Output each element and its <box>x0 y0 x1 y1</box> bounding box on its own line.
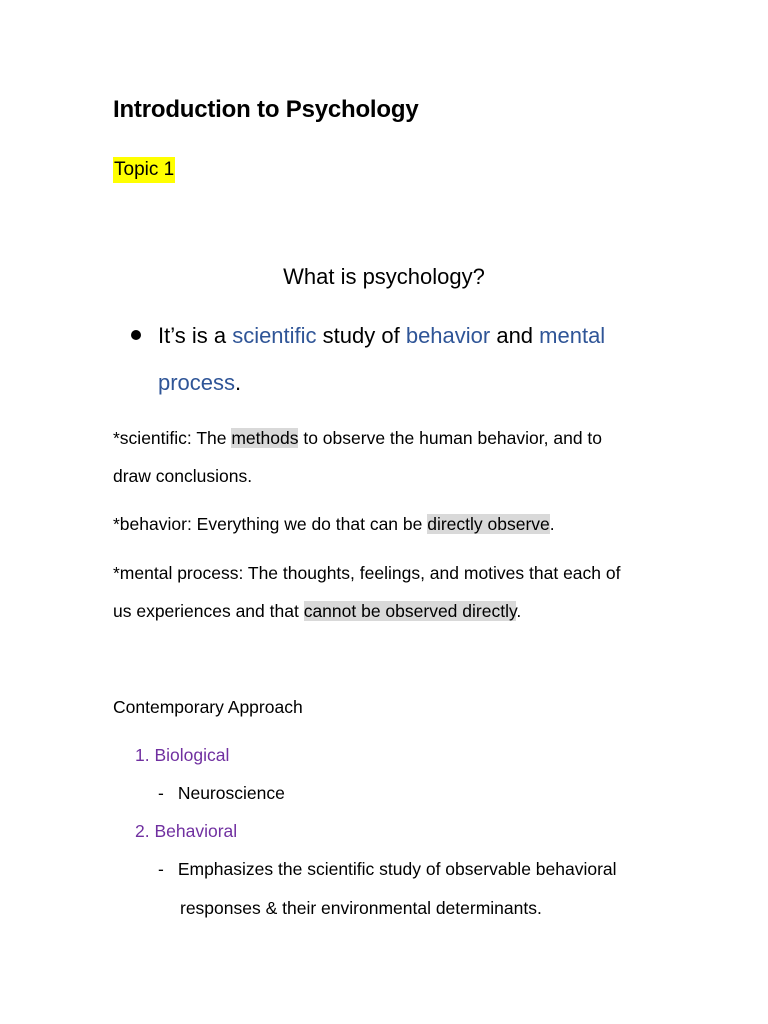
definition-text: *behavior: Everything we do that can be <box>113 514 428 534</box>
bullet-period: . <box>235 370 242 395</box>
contemporary-heading: Contemporary Approach <box>113 697 303 717</box>
definition-scientific-line-1 <box>113 428 602 449</box>
list-item-biological <box>135 745 229 766</box>
sublist-item-neuroscience <box>158 783 285 804</box>
bullet-text: and <box>490 323 540 348</box>
definition-behavior <box>113 514 555 535</box>
keyword-behavior: behavior <box>405 323 491 348</box>
sublist-item-behavioral-detail-line-2: responses & their environmental determinants. <box>180 898 542 918</box>
sublist-text: Emphasizes the scientific study of observable behavioral <box>177 859 617 879</box>
list-number: 2. <box>135 821 150 841</box>
dash-marker: - <box>158 859 164 879</box>
keyword-mental: mental <box>539 323 606 348</box>
definition-mental-line-1: *mental process: The thoughts, feelings, and motives that each of <box>113 563 621 583</box>
highlight-methods: methods <box>231 428 299 448</box>
dash-marker: - <box>158 783 164 803</box>
section-question: What is psychology? <box>283 264 485 289</box>
definition-text: us experiences and that <box>113 601 304 621</box>
keyword-process: process <box>158 370 236 395</box>
bullet-text: It’s is a <box>158 323 233 348</box>
list-label: Behavioral <box>154 821 238 841</box>
highlight-directly-observe: directly observe <box>427 514 550 534</box>
bullet-line-2 <box>158 370 241 396</box>
sublist-text: Neuroscience <box>177 783 285 803</box>
definition-text: . <box>516 601 522 621</box>
list-item-behavioral <box>135 821 237 842</box>
list-number: 1. <box>135 745 150 765</box>
highlight-cannot-be-observed: cannot be observed directly <box>303 601 517 621</box>
bullet-icon <box>131 330 141 340</box>
definition-text: *scientific: The <box>113 428 232 448</box>
definition-mental-line-2 <box>113 601 521 622</box>
keyword-scientific: scientific <box>232 323 317 348</box>
definition-text: to observe the human behavior, and to <box>298 428 603 448</box>
sublist-item-behavioral-detail <box>158 859 617 880</box>
definition-scientific-line-2: draw conclusions. <box>113 466 253 486</box>
document-title: Introduction to Psychology <box>113 96 419 123</box>
bullet-text: study of <box>316 323 406 348</box>
topic-label: Topic 1 <box>113 157 175 183</box>
definition-text: . <box>549 514 555 534</box>
bullet-line-1 <box>158 323 605 349</box>
list-label: Biological <box>154 745 230 765</box>
